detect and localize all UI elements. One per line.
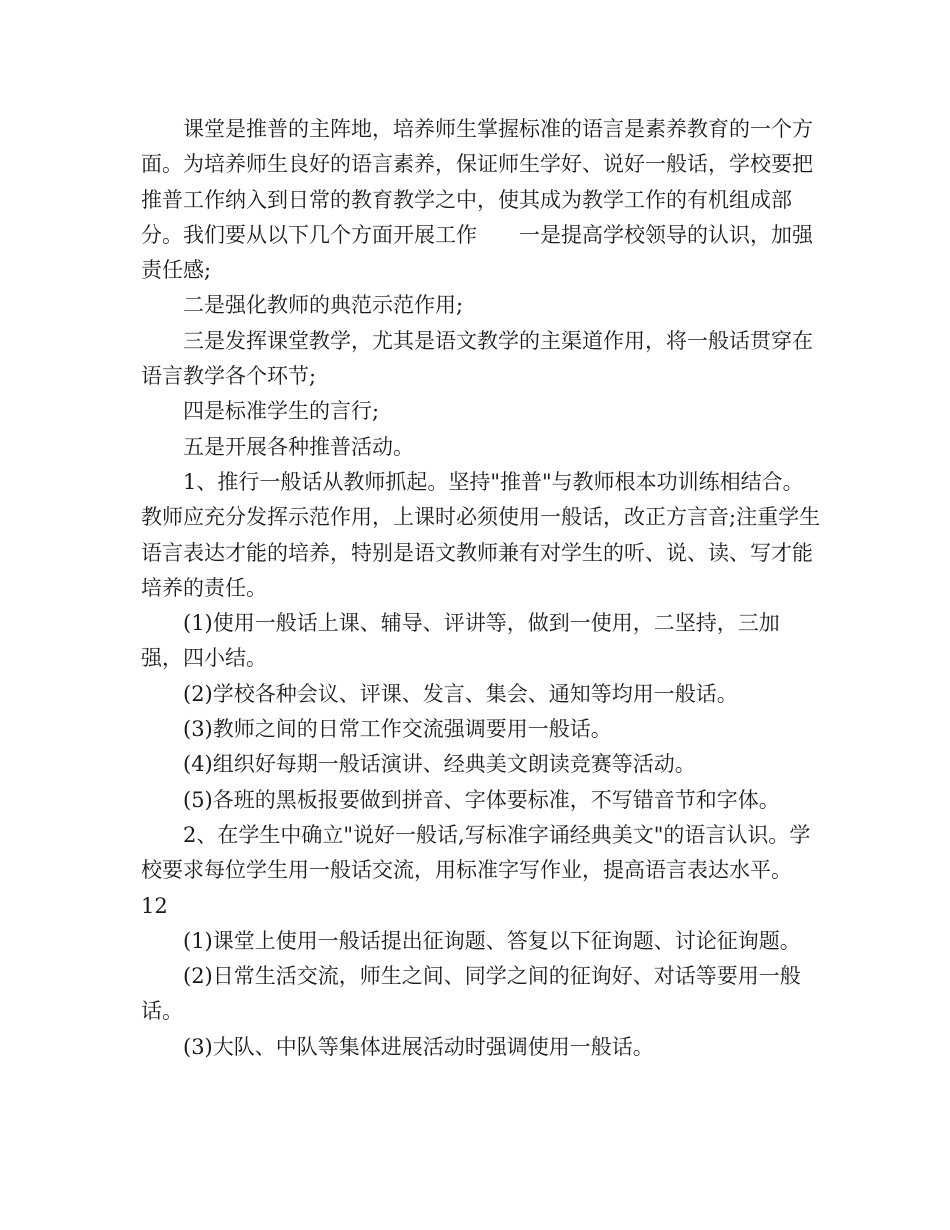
paragraph-point-2: 二是强化教师的典范示范作用; (183, 293, 464, 318)
paragraph-point-4: 四是标准学生的言行; (183, 399, 380, 424)
list-item-1-1: (1)使用一般话上课、辅导、评讲等，做到一使用，二坚持，三加强，四小结。 (141, 611, 780, 671)
document-body (141, 112, 821, 1065)
paragraph-section-2: 2、在学生中确立"说好一般话,写标准字诵经典美文"的语言认识。学校要求每位学生用一般话交流，用标准字写作业，提高语言表达水平。 (141, 822, 811, 883)
paragraph-point-5: 五是开展各种推普活动。 (183, 434, 414, 459)
paragraph-point-3: 三是发挥课堂教学，尤其是语文教学的主渠道作用，将一般话贯穿在语言教学各个环节; (141, 328, 813, 389)
list-item-1-3: (3)教师之间的日常工作交流强调要用一般话。 (183, 717, 612, 742)
list-item-1-2: (2)学校各种会议、评课、发言、集会、通知等均用一般话。 (183, 681, 738, 706)
list-item-1-5: (5)各班的黑板报要做到拼音、字体要标准，不写错音节和字体。 (183, 787, 780, 812)
paragraph-intro: 课堂是推普的主阵地，培养师生掌握标准的语言是素养教育的一个方面。为培养师生良好的语言素养，保证师生学好、说好一般话，学校要把推普工作纳入到日常的教育教学之中，使其成为教学工作的有机组成部分。我们要从以下几个方面开展工作 一是提高学校领导的认识，加强责任感; (141, 117, 813, 283)
page-number: 12 (141, 893, 168, 918)
list-item-2-1: (1)课堂上使用一般话提出征询题、答复以下征询题、讨论征询题。 (183, 928, 801, 953)
paragraph-section-1: 1、推行一般话从教师抓起。坚持"推普"与教师根本功训练相结合。教师应充分发挥示范作用，上课时必须使用一般话，改正方言音;注重学生语言表达才能的培养，特别是语文教师兼有对学生的听、说、读、写才能培养的责任。 (141, 469, 821, 600)
list-item-2-2: (2)日常生活交流，师生之间、同学之间的征询好、对话等要用一般话。 (141, 964, 801, 1024)
list-item-1-4: (4)组织好每期一般话演讲、经典美文朗读竞赛等活动。 (183, 752, 696, 777)
list-item-2-3: (3)大队、中队等集体进展活动时强调使用一般话。 (183, 1034, 654, 1059)
